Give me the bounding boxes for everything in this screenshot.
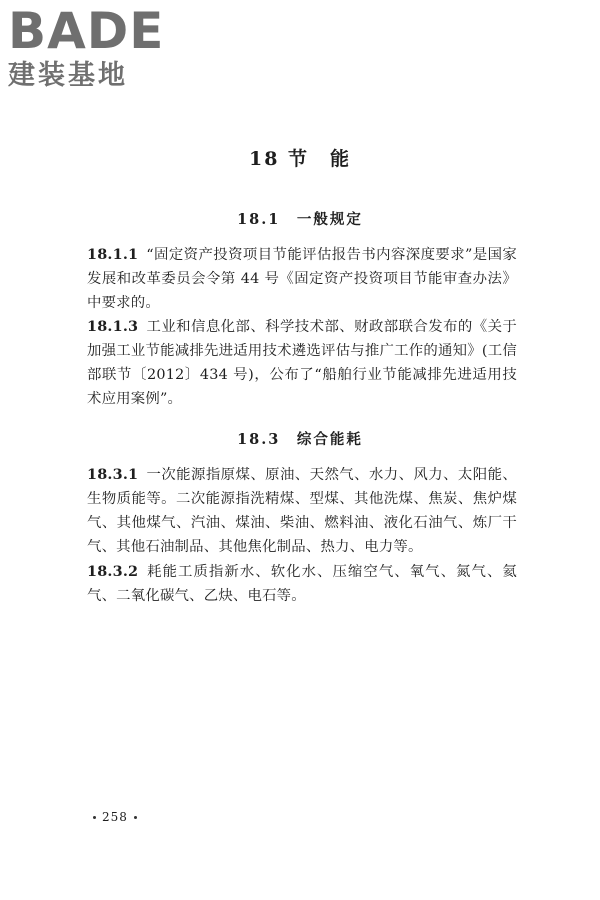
clause-number: 18.1.1 <box>87 246 139 263</box>
section-title-general: 18.1 一般规定 <box>237 211 363 228</box>
bullet-dot <box>93 816 96 819</box>
clause-text: 耗能工质指新水、软化水、压缩空气、氧气、氮气、氦气、二氧化碳气、乙炔、电石等。 <box>87 564 517 604</box>
clause-18-1-1 <box>87 243 517 315</box>
chapter-title: 18 节 能 <box>248 148 352 170</box>
clause-18-3-2 <box>87 560 517 608</box>
clause-number: 18.3.2 <box>87 563 139 580</box>
section-title-energy: 18.3 综合能耗 <box>237 431 363 448</box>
clause-text: 一次能源指原煤、原油、天然气、水力、风力、太阳能、生物质能等。二次能源指洗精煤、型煤、其他洗煤、焦炭、焦炉煤气、其他煤气、汽油、煤油、柴油、燃料油、液化石油气、炼厂干气、其他石油制品、其他焦化制品、热力、电力等。 <box>87 467 517 555</box>
page-number <box>87 810 143 824</box>
clause-number: 18.1.3 <box>87 318 139 335</box>
clause-text: 工业和信息化部、科学技术部、财政部联合发布的《关于加强工业节能减排先进适用技术遴选评估与推广工作的通知》(工信部联节〔2012〕434 号)，公布了“船舶行业节能减排先进适用技术应用案例”。 <box>87 319 517 407</box>
clause-text: “固定资产投资项目节能评估报告书内容深度要求”是国家发展和改革委员会令第 44 号《固定资产投资项目节能审查办法》中要求的。 <box>87 247 517 311</box>
clause-18-1-3 <box>87 315 517 411</box>
clause-18-3-1 <box>87 463 517 559</box>
logo-mark: BADE <box>8 2 165 60</box>
clause-number: 18.3.1 <box>87 466 139 483</box>
bullet-dot <box>134 816 137 819</box>
logo-subtitle: 建装基地 <box>8 60 128 91</box>
page-number-value: 258 <box>102 810 128 824</box>
bade-logo <box>8 4 164 92</box>
